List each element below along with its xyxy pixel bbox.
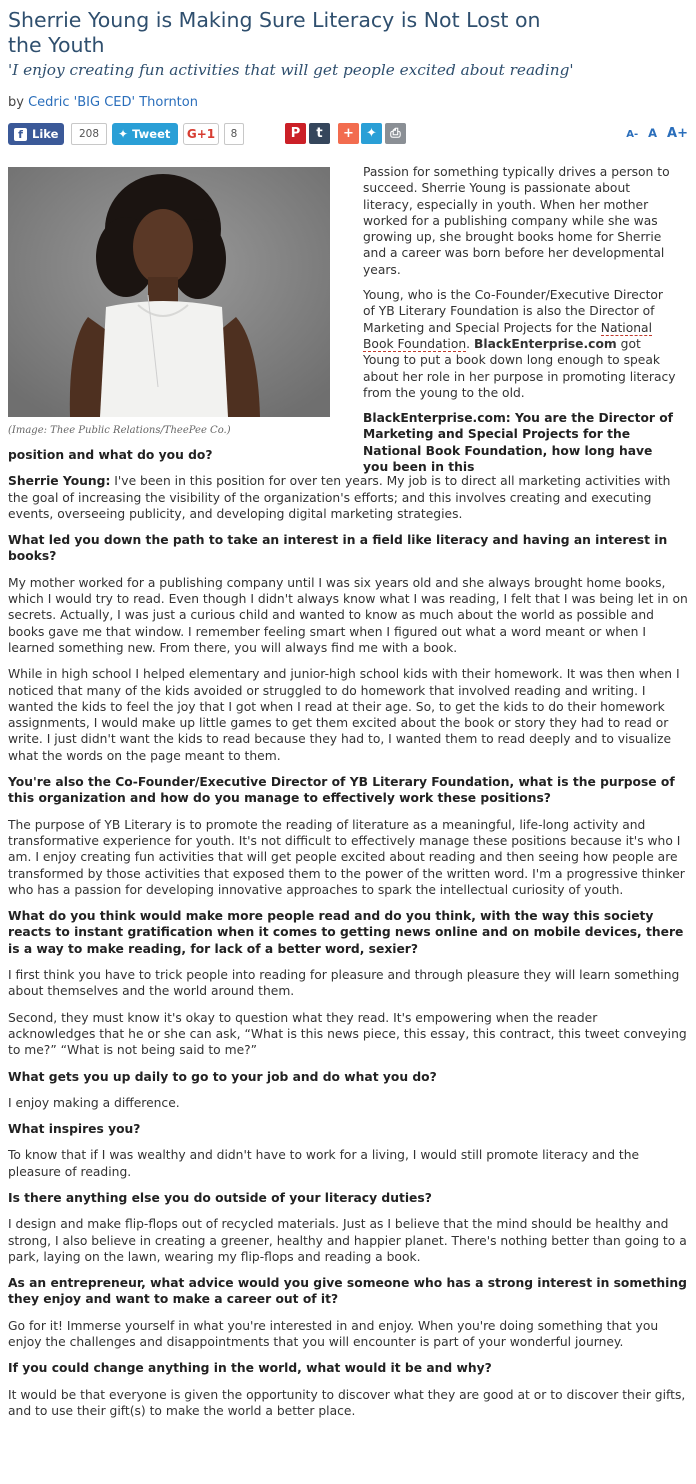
answer-1-text: I've been in this position for over ten years. My job is to direct all marketing activities with the goal of increasing the visibility of the organization's efforts; and this involves creating and executing events, overseeing publicity, and developing digital marketing strategies. — [8, 474, 671, 521]
blackenterprise-label: BlackEnterprise.com — [473, 336, 617, 351]
answer-1 — [8, 473, 688, 522]
answer-4a: I first think you have to trick people into reading for pleasure and through pleasure they will learn something about themselves and the world around them. — [8, 968, 680, 999]
answer-7: I design and make flip-flops out of recycled materials. Just as I believe that the mind should be healthy and strong, I also believe in creating a greener, healthy and happier planet. There's nothing better than going to a park, laying on the lawn, wearing my flip-flops and reading a book. — [8, 1217, 687, 1264]
intro-column — [363, 164, 677, 484]
answer-2a: My mother worked for a publishing company until I was six years old and she always brought home books, which I would try to read. Even though I didn't always know what I was reading, I felt that I was being let in on secrets. Actually, I was just a curious child and wanted to know as much about the world as possible and books gave me that window. I remember feeling smart when I figured out what a word meant or when I learned something new. From there, you will always find me with a book. — [8, 575, 688, 655]
print-icon[interactable]: ⎙ — [385, 123, 406, 144]
tweet-label: Tweet — [132, 127, 171, 141]
answer-5: I enjoy making a difference. — [8, 1095, 180, 1110]
answer-8: Go for it! Immerse yourself in what you're interested in and enjoy. When you're doing something that you enjoy the challenges and disappointments that you will encounter is part of your wonderful journey. — [8, 1318, 659, 1350]
question-4: What do you think would make more people read and do you think, with the way this society reacts to instant gratification when it comes to getting news online and on mobile devices, there is a way to make reading, for lack of a better word, sexier? — [8, 909, 684, 956]
question-2: What led you down the path to take an interest in a field like literacy and having an interest in books? — [8, 533, 668, 564]
answer-6: To know that if I was wealthy and didn't have to work for a living, I would still promote literacy and the pleasure of reading. — [8, 1148, 640, 1179]
facebook-like-label: Like — [32, 127, 59, 141]
intro-text-c: got Young to put a book down long enough to speak about her role in her purpose in promoting literacy from the young to the old. — [363, 336, 676, 400]
question-1-end: position and what do you do? — [8, 448, 213, 462]
twitter-bird-icon: ✦ — [118, 127, 129, 141]
byline — [8, 95, 198, 110]
font-reset-button[interactable]: A — [648, 126, 658, 140]
facebook-icon: f — [14, 128, 27, 141]
question-3: You're also the Co-Founder/Executive Director of YB Literary Foundation, what is the purpose of this organization and how do you manage to effectively work these positions? — [8, 775, 675, 806]
intro-paragraph-2 — [363, 287, 677, 401]
article-title: Sherrie Young is Making Sure Literacy is Not Lost on the Youth — [8, 8, 541, 57]
article-subtitle: 'I enjoy creating fun activities that will get people excited about reading' — [8, 61, 574, 79]
image-caption: (Image: Thee Public Relations/TheePee Co.) — [8, 425, 231, 436]
intro-text-a: Young, who is the Co-Founder/Executive Director of YB Literary Foundation is also the Director of Marketing and Special Projects for the — [363, 288, 663, 335]
intro-paragraph-1: Passion for something typically drives a person to succeed. Sherrie Young is passionate about literacy, especially in youth. When her mother worked for a publishing company while she was growing up, she brought books home for Sherrie and a career was born before her developmental years. — [363, 165, 670, 277]
question-8: As an entrepreneur, what advice would you give someone who has a strong interest in something they enjoy and want to make a career out of it? — [8, 1276, 687, 1307]
twitter-icon[interactable]: ✦ — [361, 123, 382, 144]
question-5: What gets you up daily to go to your job and do what you do? — [8, 1069, 437, 1084]
interview-body — [8, 447, 688, 1429]
font-size-controls — [626, 126, 688, 141]
addthis-plus-icon[interactable]: + — [338, 123, 359, 144]
byline-prefix: by — [8, 95, 24, 110]
pinterest-icon[interactable]: P — [285, 123, 306, 144]
author-link[interactable]: Cedric 'BIG CED' Thornton — [28, 95, 198, 110]
question-7: Is there anything else you do outside of your literacy duties? — [8, 1190, 432, 1205]
portrait-photo — [8, 167, 330, 417]
question-9: If you could change anything in the world, what would it be and why? — [8, 1361, 492, 1376]
font-decrease-button[interactable]: A- — [626, 129, 639, 140]
tumblr-icon[interactable]: t — [309, 123, 330, 144]
google-plus-count: 8 — [224, 123, 244, 145]
tweet-button[interactable] — [112, 123, 178, 145]
answer-9: It would be that everyone is given the opportunity to discover what they are good at or to discover their gifts, and to use their gift(s) to make the world a better place. — [8, 1387, 686, 1418]
facebook-like-count: 208 — [71, 123, 107, 145]
portrait-illustration — [8, 167, 330, 417]
intro-text-b: . — [466, 336, 474, 351]
answer-1-speaker: Sherrie Young: — [8, 474, 111, 489]
answer-4b: Second, they must know it's okay to question what they read. It's empowering when the reader acknowledges that he or she can ask, “What is this news piece, this essay, this contract, this tweet conveying to me?” “What is not being said to me?” — [8, 1010, 687, 1058]
answer-3: The purpose of YB Literary is to promote the reading of literature as a meaningful, life-long activity and transformative experience for youth. It's not difficult to effectively manage these positions because it's who I am. I enjoy creating fun activities that will get people excited about reading and then seeing how people are transformed by those activities that exposed them to the power of the written word. I'm a progressive thinker who has a passion for developing innovative approaches to spark the intellectual curiosity of youth. — [8, 817, 685, 897]
facebook-like-button[interactable] — [8, 123, 64, 145]
font-increase-button[interactable]: A+ — [667, 126, 688, 141]
question-6: What inspires you? — [8, 1122, 141, 1137]
google-plus-button[interactable]: G+1 — [183, 123, 219, 145]
share-bar — [8, 123, 692, 147]
national-book-foundation-link[interactable]: National Book Foundation — [363, 320, 652, 351]
question-1-start: BlackEnterprise.com: You are the Director of Marketing and Special Projects for the National Book Foundation, how long have you been in this — [363, 411, 674, 475]
answer-2b: While in high school I helped elementary and junior-high school kids with their homework. It was then when I noticed that many of the kids avoided or struggled to do homework that involved reading and writing. I wanted the kids to feel the joy that I got when I read at their age. So, to get the kids to do their homework assignments, I would make up little games to get them excited about the book or story they had to read or write. I just didn't want the kids to read because they had to, I wanted them to read deeply and to visualize what the words on the page meant to them. — [8, 667, 680, 763]
